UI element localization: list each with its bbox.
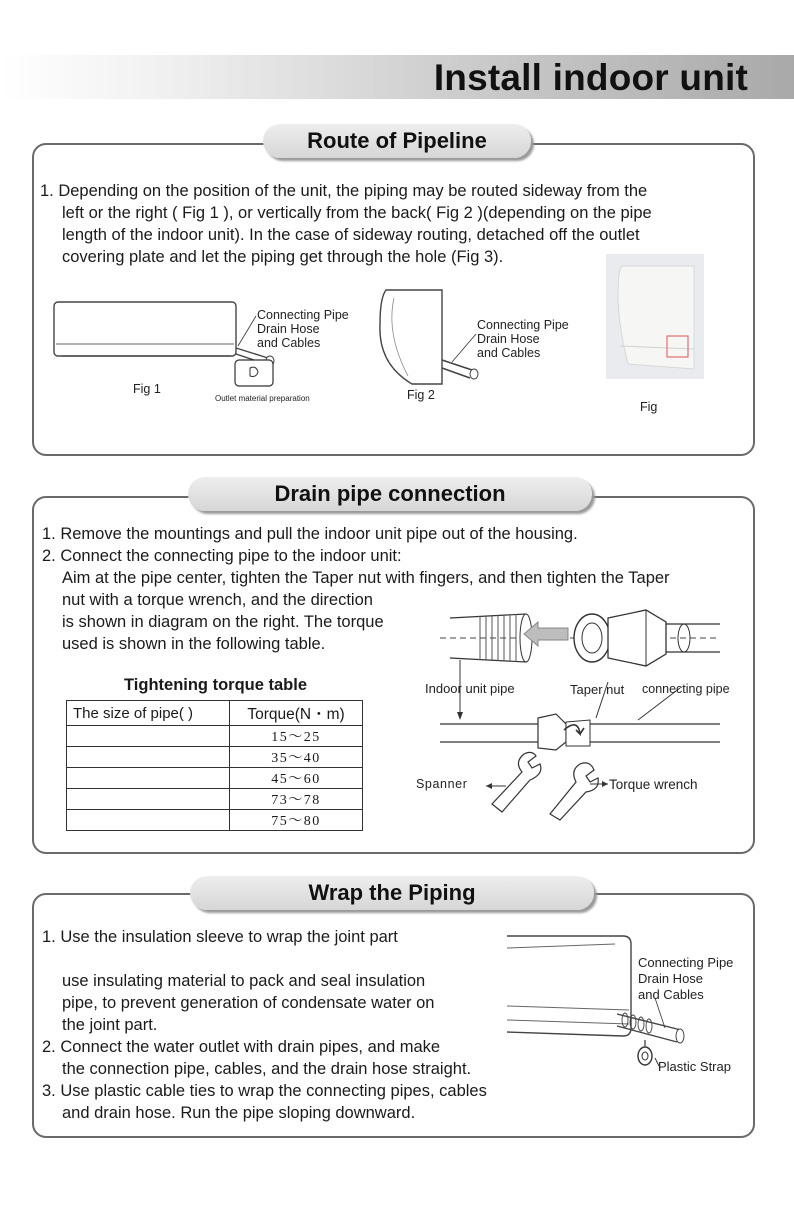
torque-table-header	[67, 701, 363, 726]
wrap-line-2: use insulating material to pack and seal insulation	[62, 972, 426, 990]
drain-line-6: used is shown in the following table.	[62, 635, 326, 653]
route-line-4: covering plate and let the piping get through the hole (Fig 3).	[62, 248, 504, 266]
fig2-side-view-illustration	[372, 284, 492, 394]
table-row	[67, 768, 363, 789]
torque-value-cell: 73～78	[230, 789, 363, 810]
wrap-line-4: the joint part.	[62, 1016, 158, 1034]
torque-size-cell	[67, 768, 230, 789]
fig1-callout-1: Connecting Pipe	[257, 308, 349, 322]
torque-value-cell: 15～25	[230, 726, 363, 747]
torque-size-cell	[67, 747, 230, 768]
fig1-indoor-unit-illustration	[50, 296, 280, 396]
torque-table	[66, 700, 363, 831]
table-row	[67, 810, 363, 831]
route-line-3: length of the indoor unit). In the case of sideway routing, detached off the outlet	[62, 226, 640, 244]
route-section-title: Route of Pipeline	[263, 124, 531, 158]
torque-size-cell	[67, 726, 230, 747]
wrap-callout-2: Drain Hose	[638, 971, 704, 986]
fig3-outlet-photo	[606, 254, 704, 379]
diagram-torque-wrench-label: Torque wrench	[609, 777, 698, 792]
diagram-indoor-pipe-label: Indoor unit pipe	[425, 681, 515, 696]
torque-header-torque: Torque(N・m)	[230, 701, 363, 726]
fig2-callout-1: Connecting Pipe	[477, 318, 569, 332]
drain-section-title: Drain pipe connection	[188, 477, 592, 511]
torque-size-cell	[67, 810, 230, 831]
wrap-section-title: Wrap the Piping	[190, 876, 594, 910]
wrap-line-7: 3. Use plastic cable ties to wrap the connecting pipes, cables	[42, 1082, 487, 1100]
fig1-callout-3: and Cables	[257, 336, 321, 350]
page-title: Install indoor unit	[433, 57, 748, 98]
wrap-line-8: and drain hose. Run the pipe sloping downward.	[62, 1104, 416, 1122]
wrap-line-6: the connection pipe, cables, and the drain hose straight.	[62, 1060, 472, 1078]
torque-value-cell: 75～80	[230, 810, 363, 831]
table-row	[67, 747, 363, 768]
diagram-spanner-label: Spanner	[416, 777, 468, 791]
table-row	[67, 789, 363, 810]
drain-line-5: is shown in diagram on the right. The torque	[62, 613, 384, 631]
fig1-note: Outlet material preparation	[215, 394, 310, 403]
fig2-callout-2: Drain Hose	[477, 332, 540, 346]
fig2-callout-3: and Cables	[477, 346, 541, 360]
drain-line-3: Aim at the pipe center, tighten the Taper nut with fingers, and then tighten the Taper	[62, 569, 670, 587]
wrap-callout-3: and Cables	[638, 987, 704, 1002]
route-line-2: left or the right ( Fig 1 ), or vertically from the back( Fig 2 )(depending on the pipe	[62, 204, 652, 222]
wrap-line-5: 2. Connect the water outlet with drain pipes, and make	[42, 1038, 441, 1056]
drain-line-4: nut with a torque wrench, and the direction	[62, 591, 373, 609]
torque-size-cell	[67, 789, 230, 810]
wrap-unit-illustration	[505, 928, 695, 1078]
wrap-strap-label: Plastic Strap	[658, 1059, 731, 1074]
wrap-line-3: pipe, to prevent generation of condensate water on	[62, 994, 435, 1012]
diagram-connecting-pipe-label: connecting pipe	[642, 682, 730, 696]
torque-value-cell: 45～60	[230, 768, 363, 789]
wrap-line-1: 1. Use the insulation sleeve to wrap the joint part	[42, 928, 398, 946]
torque-table-title: Tightening torque table	[124, 676, 308, 694]
torque-header-size: The size of pipe( )	[67, 701, 230, 726]
fig1-label: Fig 1	[133, 382, 161, 396]
fig3-label: Fig	[640, 400, 658, 414]
torque-value-cell: 35～40	[230, 747, 363, 768]
wrap-callout-1: Connecting Pipe	[638, 955, 734, 970]
route-line-1: 1. Depending on the position of the unit, the piping may be routed sideway from the	[40, 182, 648, 200]
fig2-label: Fig 2	[407, 388, 435, 402]
drain-line-1: 1. Remove the mountings and pull the indoor unit pipe out of the housing.	[42, 525, 578, 543]
diagram-taper-nut-label: Taper nut	[570, 682, 625, 697]
table-row	[67, 726, 363, 747]
drain-line-2: 2. Connect the connecting pipe to the indoor unit:	[42, 547, 402, 565]
fig1-callout-2: Drain Hose	[257, 322, 320, 336]
pipe-connection-diagram	[430, 600, 740, 830]
